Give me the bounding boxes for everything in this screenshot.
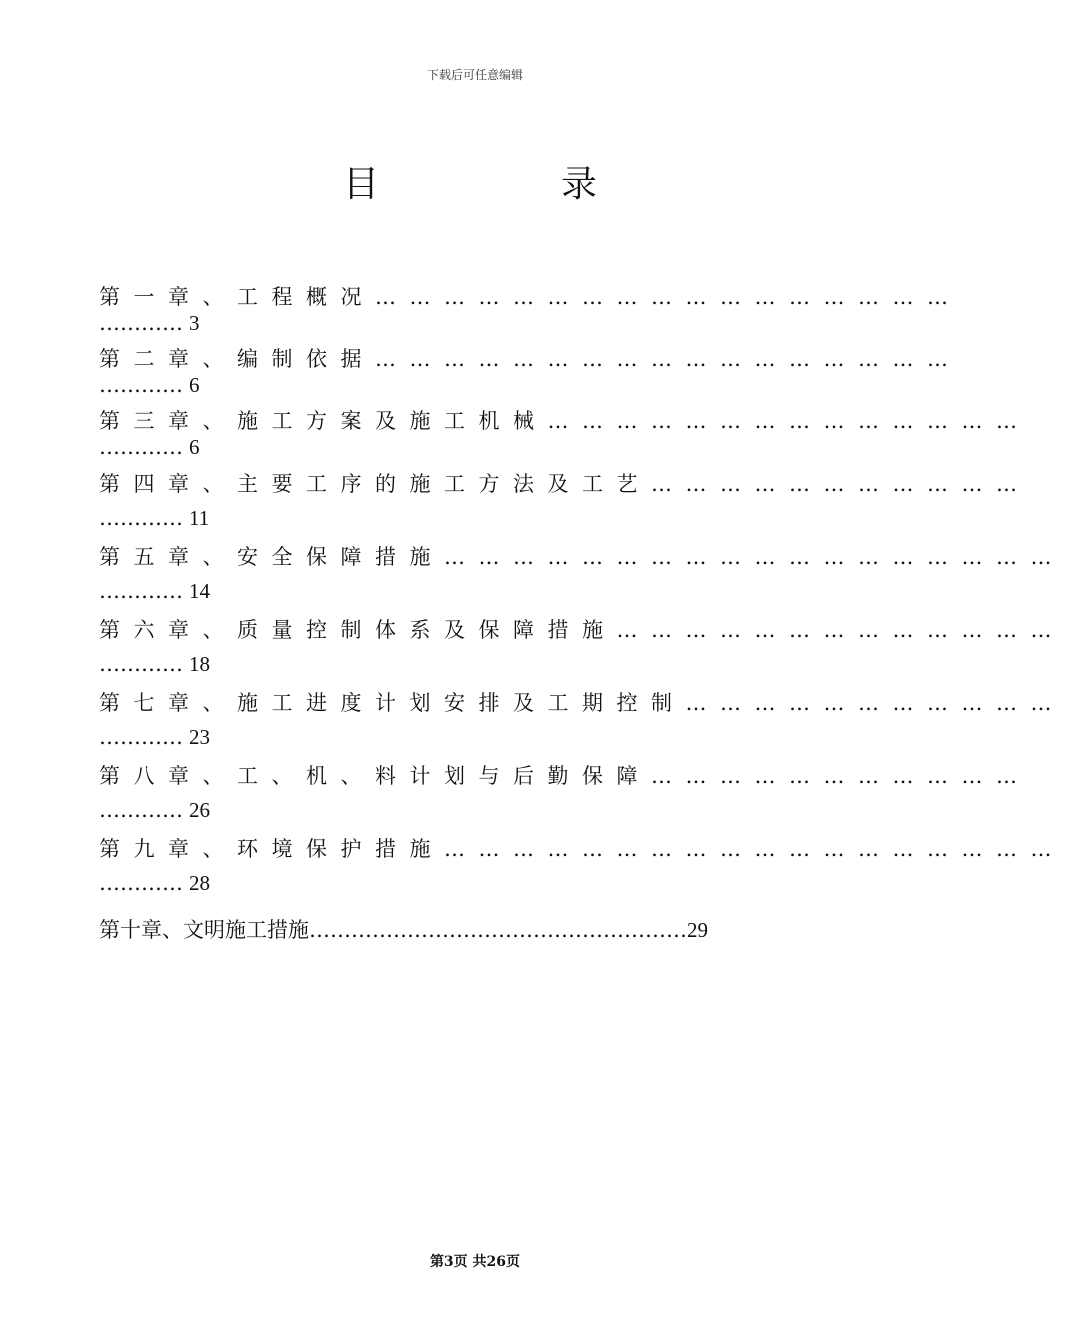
toc-entry-leader: ………………………………… [616, 618, 1065, 642]
toc-entry-page: 6 [189, 435, 200, 459]
toc-entry[interactable] [99, 615, 1065, 679]
toc-entry-leader: …………………………………………… [375, 347, 962, 371]
toc-entry-leader-cont: ………… [99, 506, 183, 530]
toc-entry-label: 第七章、施工进度计划安排及工期控制 [99, 691, 686, 715]
toc-entry-page: 18 [189, 652, 210, 676]
toc-entry-label: 第四章、主要工序的施工方法及工艺 [99, 472, 651, 496]
toc-entry-leader: …………………………… [651, 764, 1031, 788]
toc-entry-leader: …………………………………… [547, 409, 1031, 433]
toc-entry-leader-cont: ………… [99, 798, 183, 822]
toc-entry[interactable] [99, 344, 962, 400]
page-header: 下载后可任意编辑 [426, 68, 523, 82]
page-footer: 第3页 共26页 [429, 1254, 521, 1270]
toc-entry-leader: ……………………………………………… [444, 545, 1065, 569]
page-title [0, 156, 950, 206]
title-char-1: 目 [343, 164, 380, 205]
toc-entry-leader-cont: ………… [99, 435, 183, 459]
toc-entry-leader-cont: ………… [99, 871, 183, 895]
toc-entry-page: 29 [687, 918, 708, 942]
toc-entry[interactable] [99, 406, 1031, 462]
toc-entry-page: 6 [189, 373, 200, 397]
toc-entry-leader: …………………………… [651, 472, 1031, 496]
toc-entry-leader-cont: ………… [99, 725, 183, 749]
toc-entry-page: 26 [189, 798, 210, 822]
toc-entry-leader: ……………………………………………… [309, 918, 687, 942]
toc-entry-label: 第三章、施工方案及施工机械 [99, 409, 548, 433]
toc-entry-page: 28 [189, 871, 210, 895]
toc-entry[interactable] [99, 542, 1065, 606]
toc-entry-label: 第六章、质量控制体系及保障措施 [99, 618, 617, 642]
toc-entry-leader-cont: ………… [99, 652, 183, 676]
toc-entry-leader: …………………………………………… [375, 285, 962, 309]
toc-entry-leader-cont: ………… [99, 373, 183, 397]
toc-entry[interactable] [99, 282, 962, 338]
toc-entry-label: 第五章、安全保障措施 [99, 545, 444, 569]
toc-entry[interactable] [99, 688, 1065, 752]
toc-entry-label: 第八章、工、机、料计划与后勤保障 [99, 764, 651, 788]
title-char-2: 录 [561, 164, 598, 205]
toc-entry-label: 第二章、编制依据 [99, 347, 375, 371]
toc-entry[interactable] [99, 761, 1031, 825]
toc-entry-label: 第九章、环境保护措施 [99, 837, 444, 861]
toc-entry-label: 第十章、文明施工措施 [99, 918, 309, 942]
toc-entry-leader: ……………………………………………… [444, 837, 1065, 861]
toc-entry-leader-cont: ………… [99, 579, 183, 603]
toc-entry-page: 23 [189, 725, 210, 749]
toc-entry[interactable] [99, 834, 1065, 898]
toc-entry-page: 3 [189, 311, 200, 335]
toc-entry-leader: …………………………… [685, 691, 1065, 715]
toc-entry-leader-cont: ………… [99, 311, 183, 335]
toc-entry[interactable] [99, 469, 1031, 533]
toc-entry-page: 11 [189, 506, 210, 530]
toc-entry-page: 14 [189, 579, 210, 603]
toc-entry-label: 第一章、工程概况 [99, 285, 375, 309]
toc-entry-last[interactable] [99, 914, 708, 944]
